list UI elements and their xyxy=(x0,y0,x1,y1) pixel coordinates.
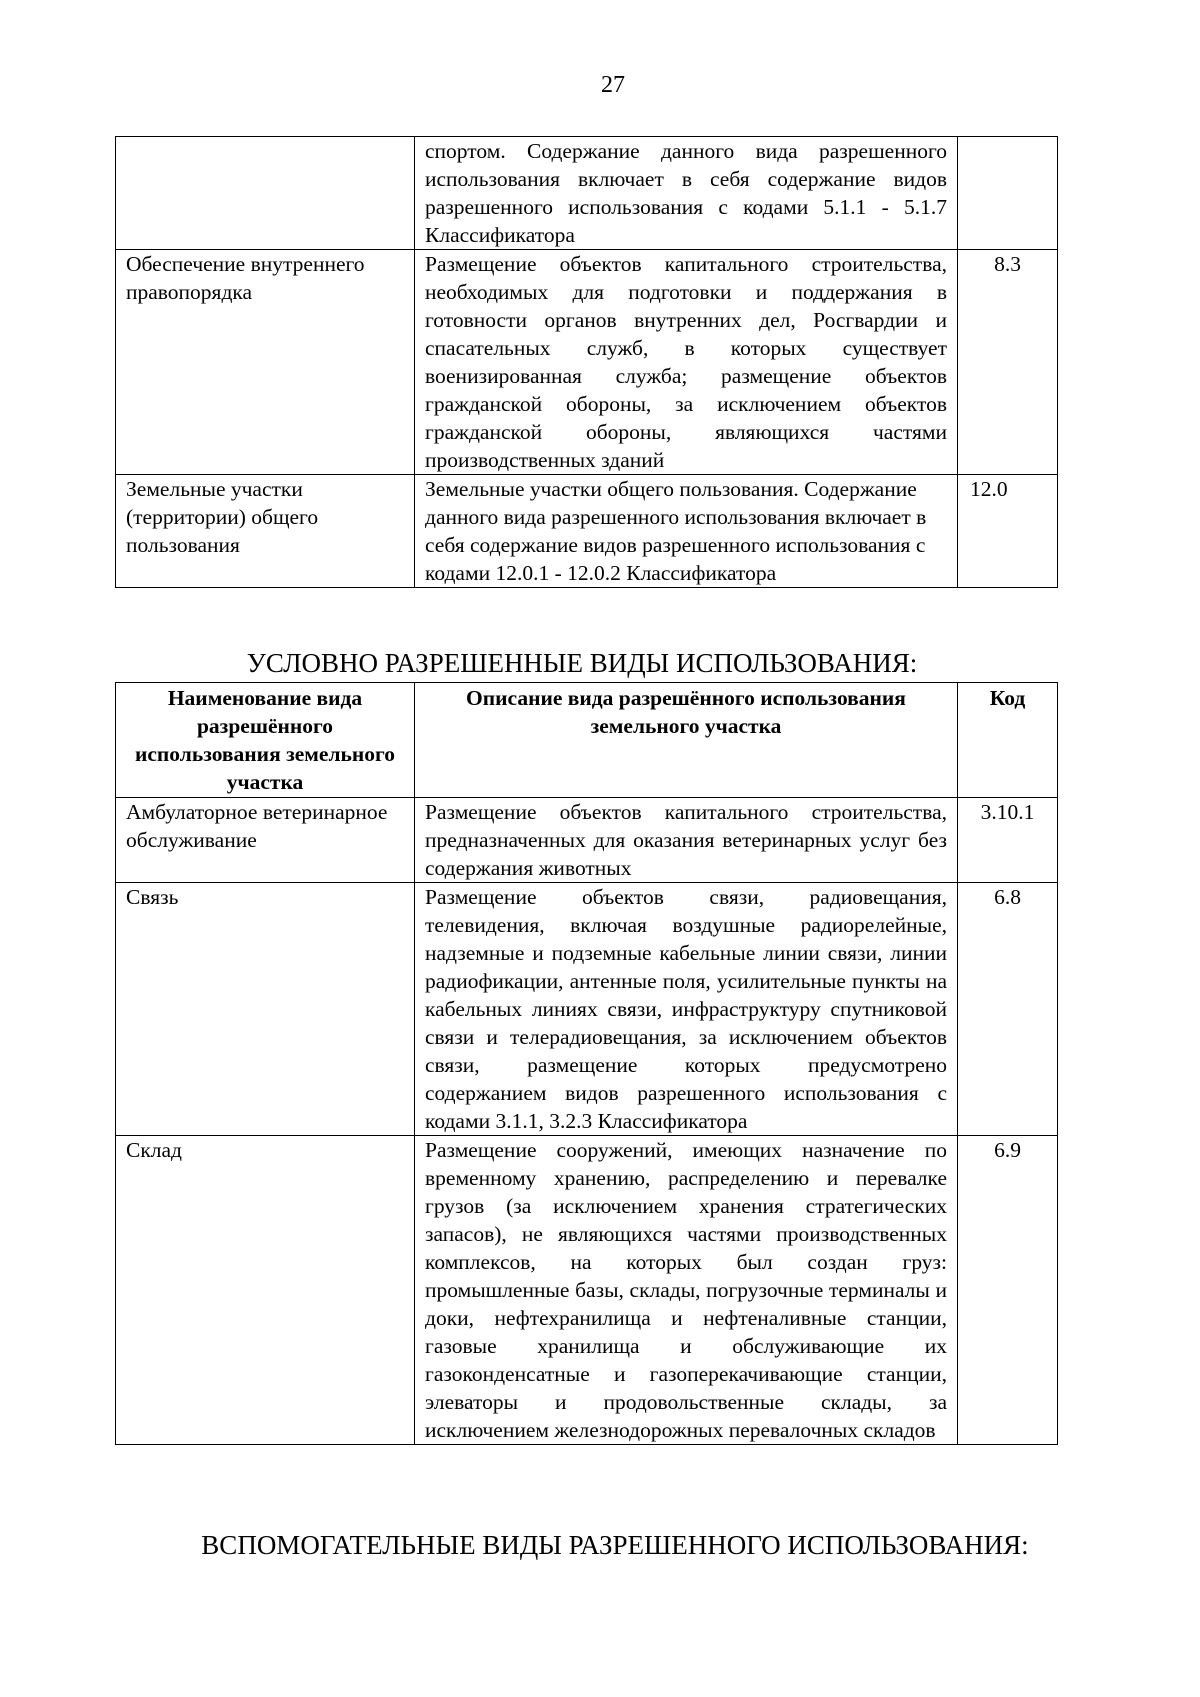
header-use-description: Описание вида разрешённого использования земельного участка xyxy=(415,683,958,798)
use-code-cell: 6.9 xyxy=(958,1136,1058,1445)
use-name-cell xyxy=(116,137,415,250)
use-code-cell: 12.0 xyxy=(958,475,1058,588)
page-number: 27 xyxy=(601,72,625,98)
section-heading-auxiliary: ВСПОМОГАТЕЛЬНЫЕ ВИДЫ РАЗРЕШЕННОГО ИСПОЛЬЗОВАНИЯ: xyxy=(201,1530,1029,1560)
use-name-cell: Связь xyxy=(116,883,415,1136)
use-code-cell: 8.3 xyxy=(958,250,1058,475)
use-description-cell: Земельные участки общего пользования. Содержание данного вида разрешенного использования включает в себя содержание видов разрешенного использования с кодами 12.0.1 - 12.0.2 Классификатора xyxy=(415,475,958,588)
use-code-cell: 6.8 xyxy=(958,883,1058,1136)
use-description-cell: Размещение объектов капитального строительства, предназначенных для оказания ветеринарных услуг без содержания животных xyxy=(415,798,958,883)
use-code-cell: 3.10.1 xyxy=(958,798,1058,883)
use-name-cell: Земельные участки (территории) общего пользования xyxy=(116,475,415,588)
table-row xyxy=(116,475,1058,588)
table-row xyxy=(116,250,1058,475)
use-description-cell: Размещение объектов капитального строительства, необходимых для подготовки и поддержания в готовности органов внутренних дел, Росгвардии и спасательных служб, в которых существует военизированная служба; размещение объектов гражданской обороны, за исключением объектов гражданской обороны, являющихся частями производственных зданий xyxy=(415,250,958,475)
use-description-cell: спортом. Содержание данного вида разрешенного использования включает в себя содержание видов разрешенного использования с кодами 5.1.1 - 5.1.7 Классификатора xyxy=(415,137,958,250)
use-description-cell: Размещение объектов связи, радиовещания, телевидения, включая воздушные радиорелейные, надземные и подземные кабельные линии связи, линии радиофикации, антенные поля, усилительные пункты на кабельных линиях связи, инфраструктуру спутниковой связи и телерадиовещания, за исключением объектов связи, размещение которых предусмотрено содержанием видов разрешенного использования с кодами 3.1.1, 3.2.3 Классификатора xyxy=(415,883,958,1136)
use-name-cell: Обеспечение внутреннего правопорядка xyxy=(116,250,415,475)
section-heading-conditional: УСЛОВНО РАЗРЕШЕННЫЕ ВИДЫ ИСПОЛЬЗОВАНИЯ: xyxy=(246,648,918,678)
header-use-code: Код xyxy=(958,683,1058,798)
use-name-cell: Амбулаторное ветеринарное обслуживание xyxy=(116,798,415,883)
table-row xyxy=(116,798,1058,883)
table-row xyxy=(116,137,1058,250)
conditional-uses-table xyxy=(115,682,1058,1445)
use-name-cell: Склад xyxy=(116,1136,415,1445)
table-row xyxy=(116,1136,1058,1445)
permitted-uses-table-continued xyxy=(115,136,1058,588)
header-use-name: Наименование вида разрешённого использования земельного участка xyxy=(116,683,415,798)
use-code-cell xyxy=(958,137,1058,250)
use-description-cell: Размещение сооружений, имеющих назначение по временному хранению, распределению и перевалке грузов (за исключением хранения стратегических запасов), не являющихся частями производственных комплексов, на которых был создан груз: промышленные базы, склады, погрузочные терминалы и доки, нефтехранилища и нефтеналивные станции, газовые хранилища и обслуживающие их газоконденсатные и газоперекачивающие станции, элеваторы и продовольственные склады, за исключением железнодорожных перевалочных складов xyxy=(415,1136,958,1445)
table-row xyxy=(116,883,1058,1136)
table-header-row xyxy=(116,683,1058,798)
